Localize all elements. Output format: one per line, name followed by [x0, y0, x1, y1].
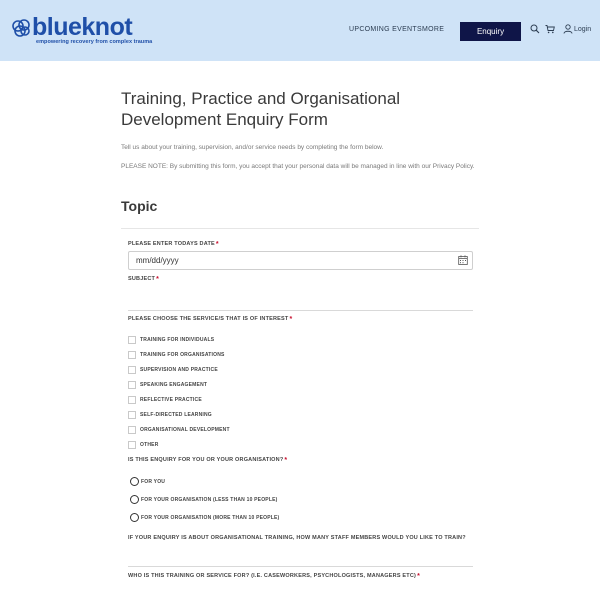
checkbox[interactable] — [128, 411, 136, 419]
audience-label — [128, 573, 420, 580]
section-title-topic: Topic — [121, 198, 158, 214]
checkbox-label: ORGANISATIONAL DEVELOPMENT — [140, 427, 230, 433]
required-asterisk: * — [417, 573, 420, 580]
cart-icon[interactable] — [545, 24, 555, 34]
staff-count-label-text: IF YOUR ENQUIRY IS ABOUT ORGANISATIONAL TRAINING, HOW MANY STAFF MEMBERS WOULD YOU LIKE TO TRAIN? — [128, 535, 466, 541]
checkbox[interactable] — [128, 336, 136, 344]
checkbox-label: SPEAKING ENGAGEMENT — [140, 382, 208, 388]
date-label-text: PLEASE ENTER TODAYS DATE — [128, 241, 215, 247]
required-asterisk: * — [215, 241, 219, 248]
form-intro: Tell us about your training, supervision, and/or service needs by completing the form below. — [121, 144, 384, 151]
radio-button[interactable] — [130, 513, 139, 522]
radio-button[interactable] — [130, 477, 139, 486]
login-link[interactable]: Login — [574, 26, 592, 33]
enquiry-button[interactable]: Enquiry — [460, 22, 521, 41]
enquiry-for-label — [128, 457, 287, 464]
radio-label: FOR YOUR ORGANISATION (MORE THAN 10 PEOPLE) — [141, 515, 280, 521]
checkbox-label: SUPERVISION AND PRACTICE — [140, 367, 218, 373]
knot-logo-icon — [10, 18, 34, 40]
checkbox-label: REFLECTIVE PRACTICE — [140, 397, 202, 403]
checkbox-label: TRAINING FOR INDIVIDUALS — [140, 337, 215, 343]
calendar-icon[interactable] — [458, 255, 468, 265]
section-divider — [121, 228, 479, 229]
search-icon[interactable] — [530, 24, 540, 34]
logo-wordmark: blueknot — [32, 13, 133, 41]
radio-label: FOR YOUR ORGANISATION (LESS THAN 10 PEOPLE) — [141, 497, 278, 503]
audience-label-text: WHO IS THIS TRAINING OR SERVICE FOR? (I.E. CASEWORKERS, PSYCHOLOGISTS, MANAGERS ETC) — [128, 573, 417, 579]
checkbox[interactable] — [128, 351, 136, 359]
blueknot-logo[interactable] — [10, 13, 153, 47]
page-title: Training, Practice and Organisational Development Enquiry Form — [121, 89, 401, 129]
privacy-notice: PLEASE NOTE: By submitting this form, you accept that your personal data will be managed in line with our Privacy Policy. — [121, 163, 475, 170]
checkbox[interactable] — [128, 366, 136, 374]
nav-more[interactable]: MORE — [422, 26, 445, 33]
radio-button[interactable] — [130, 495, 139, 504]
staff-count-input[interactable] — [128, 566, 473, 567]
date-label — [128, 241, 219, 248]
required-asterisk: * — [289, 316, 293, 323]
subject-label-text: SUBJECT — [128, 276, 156, 282]
checkbox[interactable] — [128, 426, 136, 434]
checkbox[interactable] — [128, 381, 136, 389]
checkbox-label: TRAINING FOR ORGANISATIONS — [140, 352, 225, 358]
checkbox[interactable] — [128, 396, 136, 404]
services-label-text: PLEASE CHOOSE THE SERVICE/S THAT IS OF INTEREST — [128, 316, 289, 322]
subject-input[interactable] — [128, 310, 473, 311]
required-asterisk: * — [284, 457, 288, 464]
services-label — [128, 316, 292, 323]
nav-upcoming-events[interactable]: UPCOMING EVENTS — [349, 26, 422, 33]
required-asterisk: * — [156, 276, 160, 283]
user-icon[interactable] — [563, 24, 573, 34]
checkbox-label: OTHER — [140, 442, 159, 448]
checkbox[interactable] — [128, 441, 136, 449]
staff-count-label — [128, 535, 466, 541]
subject-label — [128, 276, 159, 283]
enquiry-for-label-text: IS THIS ENQUIRY FOR YOU OR YOUR ORGANISATION? — [128, 457, 284, 463]
logo-tagline: empowering recovery from complex trauma — [36, 39, 153, 45]
date-input[interactable]: mm/dd/yyyy — [128, 251, 473, 270]
site-header — [0, 0, 600, 61]
checkbox-label: SELF-DIRECTED LEARNING — [140, 412, 212, 418]
radio-label: FOR YOU — [141, 479, 166, 485]
